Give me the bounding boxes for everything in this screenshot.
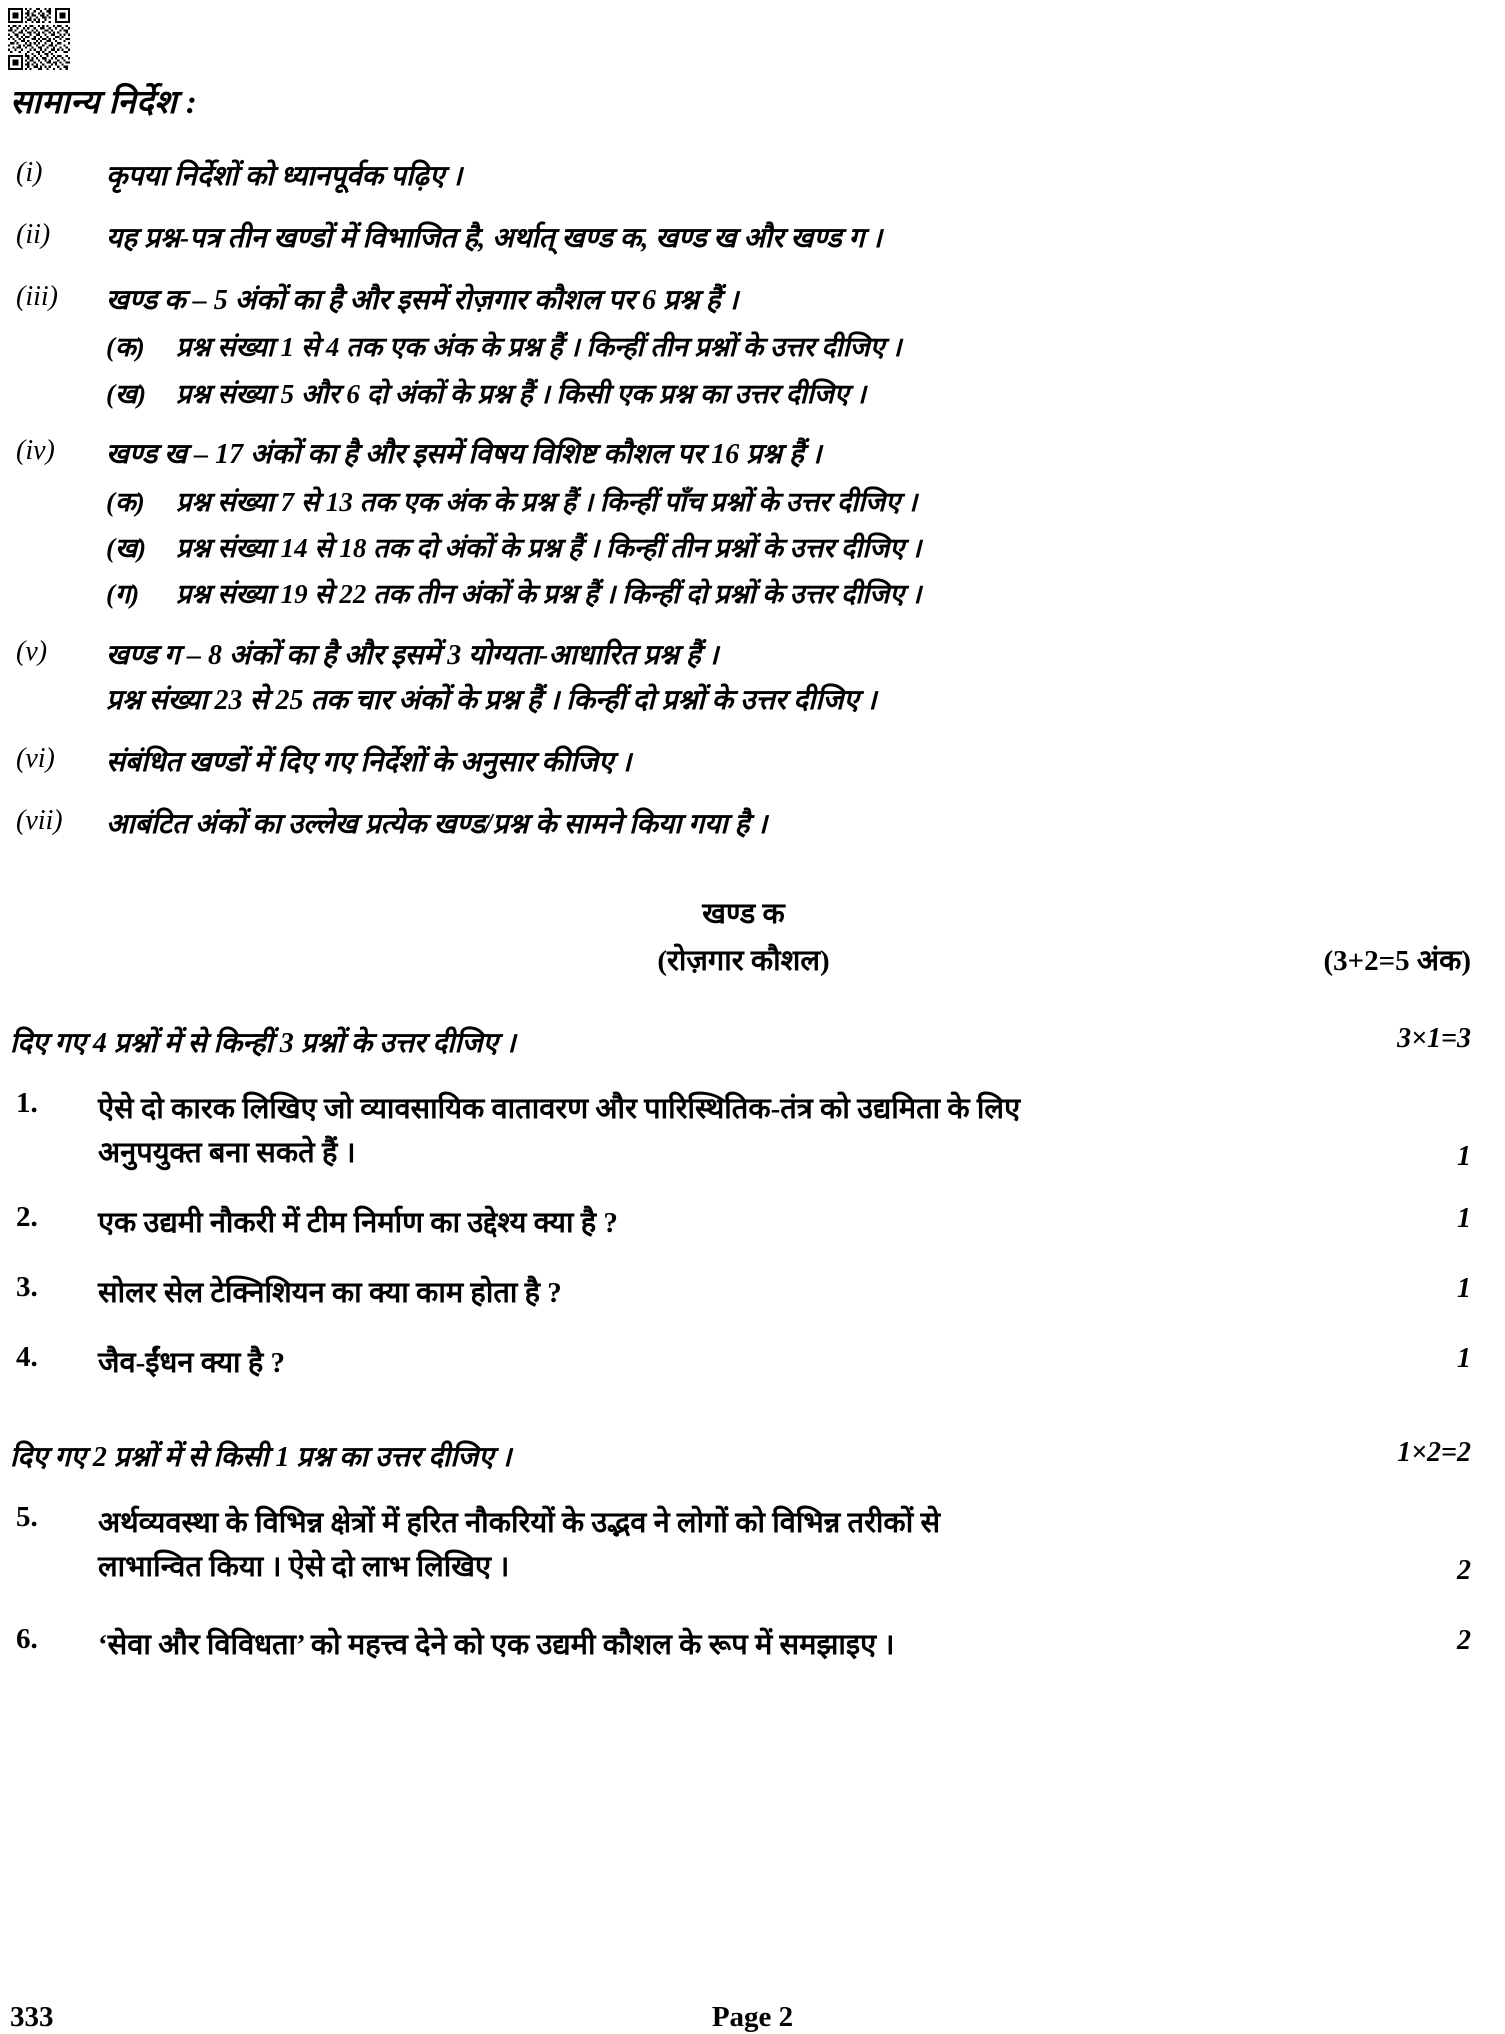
instruction-text: खण्ड ख – 17 अंकों का है और इसमें विषय विशिष्ट कौशल पर 16 प्रश्न हैं । <box>106 438 822 470</box>
instruction-subitem <box>106 483 1477 521</box>
subitem-text: प्रश्न संख्या 19 से 22 तक तीन अंकों के प्रश्न हैं । किन्हीं दो प्रश्नों के उत्तर दीजिए । <box>176 579 922 610</box>
section-title: खण्ड क <box>702 897 785 930</box>
instruction-marker: (ii) <box>16 218 51 250</box>
subitem-text: प्रश्न संख्या 5 और 6 दो अंकों के प्रश्न हैं । किसी एक प्रश्न का उत्तर दीजिए । <box>176 378 866 409</box>
question-row <box>10 1201 1477 1245</box>
qr-code-icon <box>8 8 70 70</box>
instruction-text: कृपया निर्देशों को ध्यानपूर्वक पढ़िए । <box>106 161 463 192</box>
question-marks: 2 <box>1457 1555 1471 1587</box>
subitem-text: प्रश्न संख्या 1 से 4 तक एक अंक के प्रश्न हैं । किन्हीं तीन प्रश्नों के उत्तर दीजिए । <box>176 332 902 363</box>
question-line: ‘सेवा और विविधता’ को महत्त्व देने को एक उद्यमी कौशल के रूप में समझाइए । <box>98 1629 895 1662</box>
instruction-continuation: प्रश्न संख्या 23 से 25 तक चार अंकों के प्रश्न हैं । किन्हीं दो प्रश्नों के उत्तर दीजिए । <box>106 685 877 717</box>
question-text <box>98 1501 1417 1589</box>
instruction-text: संबंधित खण्डों में दिए गए निर्देशों के अनुसार कीजिए । <box>106 747 632 779</box>
question-text <box>98 1341 1417 1385</box>
general-instructions-heading: सामान्य निर्देश : <box>10 85 198 121</box>
instruction-subitem <box>106 375 1477 413</box>
subitem-marker: (ख) <box>106 378 147 409</box>
question-text <box>98 1623 1417 1667</box>
question-row <box>10 1623 1477 1667</box>
page-content <box>0 78 1505 1667</box>
subitem-text: प्रश्न संख्या 14 से 18 तक दो अंकों के प्रश्न हैं । किन्हीं तीन प्रश्नों के उत्तर दीजिए । <box>176 532 922 563</box>
instruction-text: यह प्रश्न-पत्र तीन खण्डों में विभाजित है, अर्थात् खण्ड क, खण्ड ख और खण्ड ग । <box>106 222 882 254</box>
page-number: Page 2 <box>711 2001 794 2033</box>
instruction-text-block <box>106 636 1477 722</box>
question-row <box>10 1501 1477 1589</box>
instruction-item <box>10 435 1477 614</box>
directive-two <box>10 1437 1477 1475</box>
instruction-marker: (vi) <box>16 743 55 775</box>
instruction-text: खण्ड क – 5 अंकों का है और इसमें रोज़गार कौशल पर 6 प्रश्न हैं । <box>106 284 739 316</box>
directive-weight: 1×2=2 <box>1397 1437 1471 1469</box>
question-marks: 2 <box>1457 1625 1471 1657</box>
question-marks: 1 <box>1457 1342 1471 1374</box>
instruction-item <box>10 743 1477 783</box>
instruction-text-block <box>106 281 1477 413</box>
subitem-marker: (ख) <box>106 532 147 563</box>
subitem-marker: (क) <box>106 486 145 517</box>
instruction-marker: (v) <box>16 635 48 667</box>
question-line: जैव-ईंधन क्या है ? <box>98 1346 285 1379</box>
general-instructions-list <box>10 157 1477 845</box>
question-marks: 1 <box>1457 1272 1471 1304</box>
question-number: 1. <box>16 1086 38 1119</box>
instruction-marker: (iii) <box>16 280 58 312</box>
question-line: लाभान्वित किया । ऐसे दो लाभ लिखिए । <box>98 1551 510 1584</box>
directive-text: दिए गए 2 प्रश्नों में से किसी 1 प्रश्न का उत्तर दीजिए । <box>10 1442 512 1474</box>
instruction-marker: (iv) <box>16 434 55 466</box>
question-number: 2. <box>16 1200 38 1233</box>
instruction-subitem <box>106 529 1477 567</box>
section-subtitle-row <box>10 940 1477 979</box>
question-row <box>10 1341 1477 1385</box>
paper-code: 333 <box>10 2001 54 2033</box>
instruction-item <box>10 157 1477 197</box>
instruction-text-block <box>106 435 1477 614</box>
instruction-text: आबंटित अंकों का उल्लेख प्रत्येक खण्ड/प्रश्न के सामने किया गया है । <box>106 808 768 840</box>
question-line: ऐसे दो कारक लिखिए जो व्यावसायिक वातावरण और पारिस्थितिक-तंत्र को उद्यमिता के लिए <box>98 1092 1021 1125</box>
question-row <box>10 1087 1477 1175</box>
section-subtitle: (रोज़गार कौशल) <box>657 944 830 977</box>
question-marks: 1 <box>1457 1202 1471 1234</box>
question-text <box>98 1201 1417 1245</box>
directive-weight: 3×1=3 <box>1397 1022 1471 1054</box>
question-row <box>10 1271 1477 1315</box>
instruction-item <box>10 219 1477 259</box>
instruction-item <box>10 636 1477 722</box>
question-number: 6. <box>16 1623 38 1656</box>
question-line: सोलर सेल टेक्निशियन का क्या काम होता है ? <box>98 1276 562 1309</box>
question-text <box>98 1271 1417 1315</box>
instruction-marker: (vii) <box>16 804 63 836</box>
instruction-item <box>10 281 1477 413</box>
question-number: 5. <box>16 1501 38 1534</box>
question-number: 4. <box>16 1340 38 1373</box>
instruction-text: खण्ड ग – 8 अंकों का है और इसमें 3 योग्यता-आधारित प्रश्न हैं । <box>106 639 719 671</box>
instruction-subitem <box>106 575 1477 613</box>
question-line: एक उद्यमी नौकरी में टीम निर्माण का उद्देश्य क्या है ? <box>98 1206 618 1239</box>
question-line: अर्थव्यवस्था के विभिन्न क्षेत्रों में हरित नौकरियों के उद्भव ने लोगों को विभिन्न तरीकों से <box>98 1507 941 1540</box>
instruction-item <box>10 805 1477 845</box>
directive-one <box>10 1023 1477 1061</box>
directive-text: दिए गए 4 प्रश्नों में से किन्हीं 3 प्रश्नों के उत्तर दीजिए । <box>10 1027 516 1059</box>
subitem-text: प्रश्न संख्या 7 से 13 तक एक अंक के प्रश्न हैं । किन्हीं पाँच प्रश्नों के उत्तर दीजिए । <box>176 486 918 517</box>
question-number: 3. <box>16 1270 38 1303</box>
subitem-marker: (ग) <box>106 579 140 610</box>
question-text <box>98 1087 1417 1175</box>
question-marks: 1 <box>1457 1140 1471 1172</box>
section-marks: (3+2=5 अंक) <box>1323 944 1471 977</box>
subitem-marker: (क) <box>106 332 145 363</box>
instruction-subitem <box>106 328 1477 366</box>
question-line: अनुपयुक्त बना सकते हैं । <box>98 1136 356 1169</box>
page-footer <box>0 1994 1505 2034</box>
instruction-marker: (i) <box>16 157 43 188</box>
